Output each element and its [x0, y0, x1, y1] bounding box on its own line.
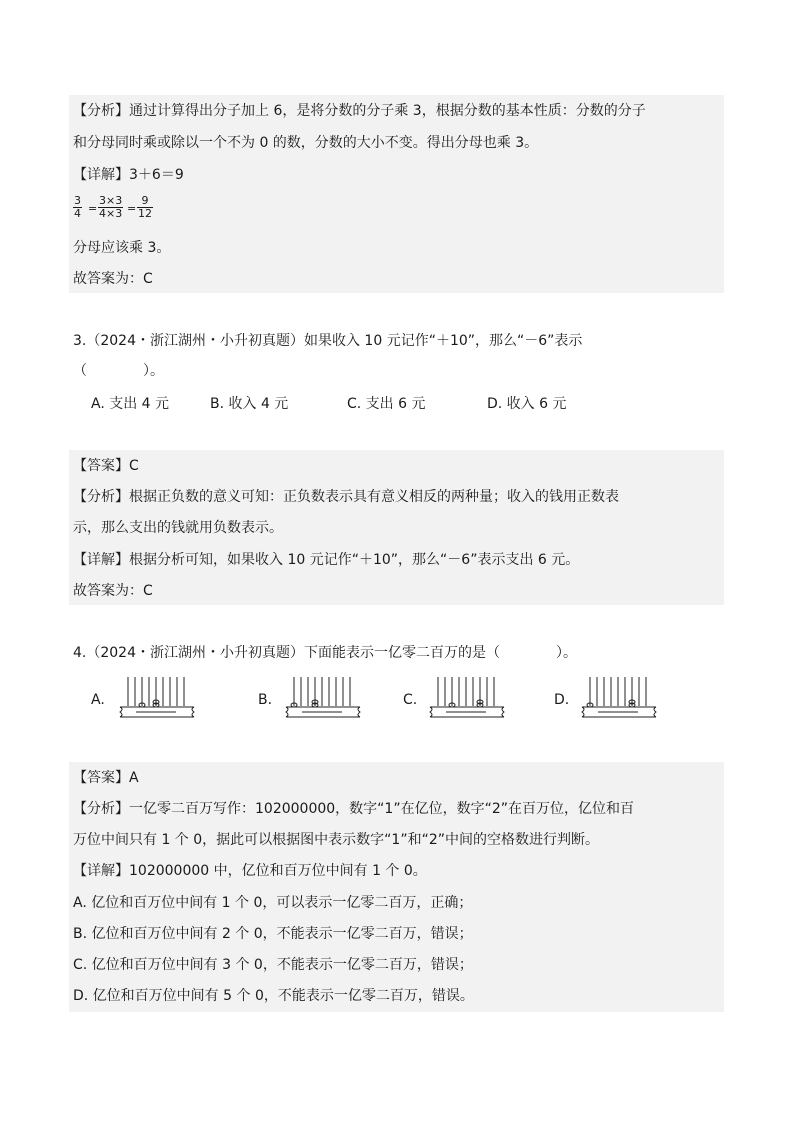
option-a-label: A. [91, 692, 105, 708]
detail-item-d: D. 亿位和百万位中间有 5 个 0，不能表示一亿零二百万，错误。 [73, 988, 474, 1004]
final-answer: 故答案为：C [73, 271, 153, 287]
equals-sign: = [88, 202, 98, 215]
abacus-b [282, 675, 364, 721]
option-b: B. 收入 4 元 [210, 396, 289, 412]
fraction-3-4: $\frac{3}{4}$ [74, 194, 81, 220]
detail-item-a: A. 亿位和百万位中间有 1 个 0，可以表示一亿零二百万，正确； [73, 895, 473, 911]
fraction-9-12: $\frac{9}{12}$ [138, 194, 152, 220]
final-answer: 故答案为：C [73, 583, 153, 599]
option-d-label: D. [554, 692, 570, 708]
answer-text: 【答案】A [73, 770, 139, 786]
option-d: D. 收入 6 元 [487, 396, 567, 412]
detail-text: 【详解】根据分析可知，如果收入 10 元记作“＋10”，那么“－6”表示支出 6 元。 [73, 552, 580, 568]
analysis-text: 【分析】根据正负数的意义可知：正负数表示具有意义相反的两种量；收入的钱用正数表 [73, 489, 619, 505]
analysis-text-cont: 示，那么支出的钱就用负数表示。 [73, 520, 283, 536]
analysis-text-cont: 和分母同时乘或除以一个不为 0 的数，分数的大小不变。得出分母也乘 3。 [73, 135, 539, 151]
option-c: C. 支出 6 元 [347, 396, 426, 412]
detail-text: 【详解】3＋6＝9 [73, 167, 184, 183]
option-c-label: C. [403, 692, 418, 708]
conclusion-text: 分母应该乘 3。 [73, 240, 171, 256]
analysis-text: 【分析】通过计算得出分子加上 6，是将分数的分子乘 3，根据分数的基本性质：分数的分子 [73, 103, 646, 119]
question-3-blank: （ ）。 [73, 363, 164, 379]
analysis-text: 【分析】一亿零二百万写作：102000000，数字“1”在亿位，数字“2”在百万位，亿位和百 [73, 801, 634, 817]
answer-text: 【答案】C [73, 458, 139, 474]
question-4-stem: 4.（2024・浙江湖州・小升初真题）下面能表示一亿零二百万的是（ ）。 [73, 645, 577, 661]
analysis-text-cont: 万位中间只有 1 个 0，据此可以根据图中表示数字“1”和“2”中间的空格数进行判断。 [73, 832, 599, 848]
equals-sign: = [127, 202, 137, 215]
option-a: A. 支出 4 元 [91, 396, 170, 412]
fraction-3x3-4x3: $\frac{3\times 3}{4\times 3}$ [99, 194, 123, 220]
detail-item-c: C. 亿位和百万位中间有 3 个 0，不能表示一亿零二百万，错误； [73, 957, 473, 973]
abacus-a [116, 675, 198, 721]
solution-box-1 [69, 95, 724, 293]
abacus-c [426, 675, 508, 721]
abacus-d [578, 675, 660, 721]
detail-item-b: B. 亿位和百万位中间有 2 个 0，不能表示一亿零二百万，错误； [73, 926, 473, 942]
option-b-label: B. [258, 692, 273, 708]
question-3-stem: 3.（2024・浙江湖州・小升初真题）如果收入 10 元记作“＋10”，那么“－6”表示 [73, 333, 583, 349]
detail-text: 【详解】102000000 中，亿位和百万位中间有 1 个 0。 [73, 863, 427, 879]
